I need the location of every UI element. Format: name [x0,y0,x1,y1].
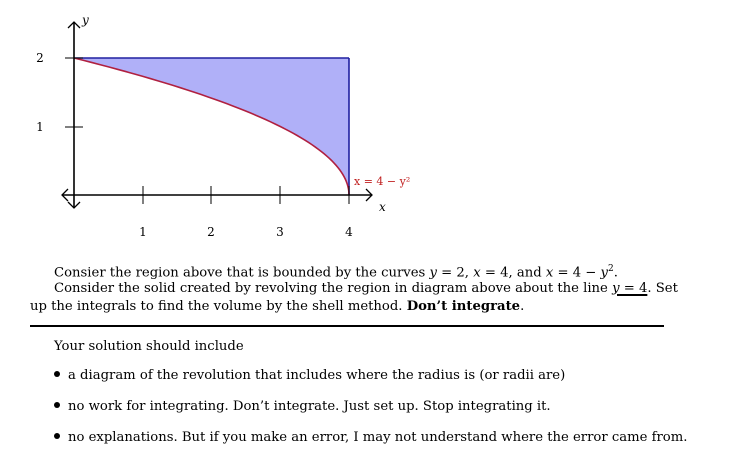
x-tick-label-3: 3 [276,225,284,239]
bullet-dot-icon [54,402,60,408]
y-axis-label: y [82,13,89,27]
x-axis-label: x [379,200,386,214]
bullet-dot-icon [54,371,60,377]
problem-line-3: up the integrals to find the volume by the shell method. Don’t integrate. [30,299,525,314]
y-tick-label-2: 2 [36,51,44,65]
bullet-dot-icon [54,433,60,439]
bullet-item-1: a diagram of the revolution that includes where the radius is (or radii are) [54,368,565,383]
bullet-item-3: no explanations. But if you make an error, I may not understand where the error came from. [54,430,687,445]
x-tick-label-4: 4 [345,225,353,239]
x-tick-label-2: 2 [207,225,215,239]
bullet-item-2: no work for integrating. Don’t integrate. Just set up. Stop integrating it. [54,399,551,414]
y-tick-label-1: 1 [36,120,44,134]
problem-line-2: Consider the solid created by revolving the region in diagram above about the line y = 4. Set [54,281,678,296]
instructions-heading: Your solution should include [54,339,244,354]
problem-line-1: Consier the region above that is bounded by the curves y = 2, x = 4, and $x = 4 - y^2$. [54,264,618,281]
horizontal-rule [30,325,664,327]
x-tick-label-1: 1 [139,225,147,239]
shaded-region [74,58,349,195]
curve-label: x = 4 − y² [354,175,411,188]
